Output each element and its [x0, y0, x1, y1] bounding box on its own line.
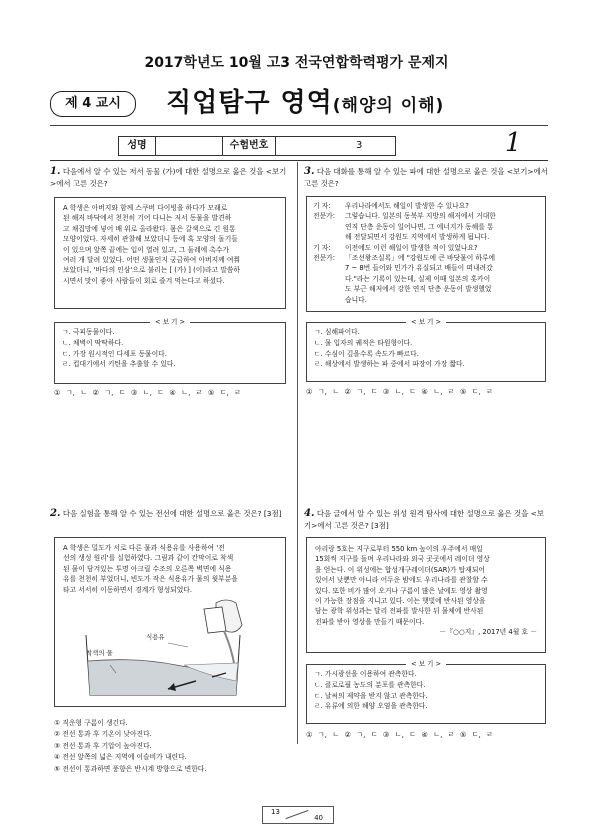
- dialogue-text: 7 ~ 8번 들어와 민가가 유실되고 배들이 떠내려갔: [345, 264, 493, 273]
- passage-line: 있다. 또한 비가 많이 오거나 구름이 많은 날에도 영상 촬영: [315, 586, 488, 595]
- passage-line: 여러 개 달려 있었다. 어떤 생물인지 궁금하여 아버지께 여쭤: [63, 256, 241, 265]
- dialogue-text: 다."라는 기록이 있는데, 실제 이때 일본의 홋카이: [345, 274, 491, 283]
- passage-source: －『○○지』, 2017년 4월 호 －: [439, 628, 537, 637]
- bogi-item: ㄱ. 가시광선을 이용하여 관측한다.: [314, 670, 417, 678]
- bogi-item: ㄷ. 가장 원시적인 다세포 동물이다.: [62, 349, 167, 358]
- bogi-item: ㄱ. 심해파이다.: [314, 328, 360, 336]
- option[interactable]: ④ 전선 앞쪽의 넓은 지역에 이슬비가 내린다.: [54, 753, 187, 762]
- page-number: 1: [505, 128, 522, 158]
- bogi-item: ㄷ. 수심이 깊을수록 속도가 빠르다.: [314, 349, 419, 358]
- name-field: [156, 137, 223, 155]
- speaker: 기 자:: [313, 243, 331, 252]
- bogi-item: ㄴ. 체벽이 딱딱하다.: [62, 338, 124, 347]
- bogi-item: ㄹ. 컵대기에서 키틴을 추출할 수 있다.: [62, 360, 176, 369]
- passage-line: 전파를 받아 영상을 만들기 때문이다.: [315, 617, 425, 626]
- option[interactable]: ① 직운형 구름이 생긴다.: [54, 719, 128, 727]
- label-oil: 식용유: [146, 633, 165, 641]
- question-1-stem: [50, 166, 290, 189]
- exam-title: 2017학년도 10월 고3 전국연합학력평가 문제지: [144, 55, 449, 71]
- passage-line: 타고 서서히 이동하면서 경계가 형성되었다.: [63, 585, 192, 594]
- exam-no-value: 3: [356, 140, 363, 151]
- passage-line: 보았더니, '바다의 인삼'으로 불리는 [ (가) ] (이)라고 말씀하: [63, 266, 240, 275]
- bogi-title: < 보 기 >: [406, 318, 446, 326]
- dialogue-text: 우리나라에서도 해일이 발생한 수 있나요?: [345, 202, 469, 210]
- dialogue-text: 연직 단층 운동이 일어나면, 그 에너지가 동해를 통: [345, 222, 494, 231]
- subject-title: [166, 82, 444, 119]
- page-current: 13: [271, 808, 280, 816]
- option[interactable]: ② 전선 통과 후 기온이 낮아진다.: [54, 730, 152, 739]
- question-4-text: 다음 글에서 알 수 있는 위성 원격 탐사에 대한 설명으로 옳은 것을 <보기>에서 고른 것은? [3점]: [304, 509, 544, 530]
- speaker: [313, 295, 345, 305]
- question-3-text: 다음 대화를 통해 알 수 있는 파에 대한 설명으로 옳은 것을 <보기>에서 고른 것은?: [304, 167, 548, 188]
- passage-line: 15회씩 지구를 돌며 우리나라와 외국 곳곳에서 레이더 영상: [315, 555, 490, 564]
- bogi-item: ㄱ. 극피동물이다.: [62, 328, 115, 336]
- speaker: [313, 232, 345, 242]
- question-3-choices[interactable]: ① ㄱ, ㄴ ② ㄱ, ㄷ ③ ㄴ, ㄷ ④ ㄴ, ㄹ ⑤ ㄷ, ㄹ: [306, 387, 494, 396]
- period-badge: 제 4 교시: [50, 91, 136, 117]
- speaker: [313, 284, 345, 294]
- label-leader: [168, 643, 188, 647]
- bogi-item: ㄹ. 해상에서 발생하는 파 중에서 파장이 가장 짧다.: [314, 360, 465, 369]
- passage-line: 고 채집망에 넣어 배 위로 올라왔다. 몸은 갈색으로 긴 원통: [63, 224, 236, 233]
- question-2-number: 2.: [50, 508, 61, 519]
- passage-line: 된 해저 바닥에서 천천히 기어 다니는 저서 동물을 발견하: [63, 214, 232, 223]
- column-divider: [297, 162, 298, 744]
- page-divider: [286, 810, 309, 819]
- speaker: [313, 274, 345, 284]
- speaker: [313, 222, 345, 232]
- dialogue-text: 도 부근 해저에서 강한 연직 단층 운동이 발생했었: [345, 285, 492, 294]
- passage-line: 담는 광학 위성과는 달리 전파를 발사한 뒤 물체에 반사된: [315, 607, 484, 616]
- passage-line: 유를 천천히 부었더니, 빈도가 작은 식용유가 물의 윗부분을: [63, 575, 238, 584]
- question-2-options: [54, 718, 290, 775]
- question-4-stem: [304, 508, 548, 531]
- bogi-item: ㄷ. 날씨의 제약을 받지 않고 관측한다.: [314, 691, 428, 700]
- passage-line: 있어서 낮뿐만 아니라 어두운 밤에도 우리나라를 관찰할 수: [315, 576, 488, 585]
- question-1-passage: [54, 197, 286, 309]
- question-4-passage: [306, 537, 546, 653]
- bogi-item: ㄴ. 물 입자의 궤적은 타원형이다.: [314, 338, 413, 347]
- question-1-choices[interactable]: ① ㄱ, ㄴ ② ㄱ, ㄷ ③ ㄴ, ㄷ ④ ㄴ, ㄹ ⑤ ㄷ, ㄹ: [54, 388, 242, 397]
- subject-paren: (해양의 이해): [332, 96, 445, 116]
- passage-line: A 학생은 밀도가 서로 다른 물과 식용유를 사용하여 '전: [63, 544, 225, 552]
- dialogue-text: 해 전달되면서 강원도 지역에서 발생하게 됩니다.: [345, 233, 490, 242]
- passage-line: 모양이었다. 자세히 관찰해 보았더니 등에 혹 모양의 돌기들: [63, 235, 238, 244]
- header-bottom-rule: [50, 160, 548, 161]
- bogi-item: ㄴ. 클로로필 농도의 분포를 관측한다.: [314, 680, 426, 689]
- passage-line: 시면서 맛이 좋아 사람들이 회로 즐겨 먹는다고 하셨다.: [63, 276, 225, 285]
- subject-main: 직업탐구 영역: [166, 88, 333, 118]
- passage-line: 이 있으며 앞쪽 끝에는 입이 열려 있고, 그 둘레에 촉수가: [63, 245, 230, 254]
- dialogue-text: 「조선왕조실록」에 "강원도에 큰 바닷물이 하루에: [345, 254, 496, 263]
- question-4-number: 4.: [304, 508, 315, 519]
- name-label: 성명: [119, 137, 156, 155]
- bogi-item: ㄹ. 유류에 의한 해양 오염을 관측한다.: [314, 702, 428, 711]
- question-3-number: 3.: [304, 166, 315, 177]
- passage-line: 을 얻는다. 이 위성에는 합성개구레이더(SAR)가 탑재되어: [315, 565, 485, 574]
- dialogue-text: 이전에도 이런 해일이 발생한 적이 있었나요?: [345, 243, 478, 252]
- passage-line: 선의 생성 원리'를 실험하였다. 그림과 같이 칸막이로 착색: [63, 554, 234, 563]
- oil-stream: [224, 631, 234, 663]
- question-2-text: 다음 실험을 통해 알 수 있는 전선에 대한 설명으로 옳은 것은? [3점]: [62, 509, 282, 518]
- question-3-bogi: [306, 318, 546, 382]
- question-1-text: 다음에서 알 수 있는 저서 동물 (가)에 대한 설명으로 옳은 것을 <보기>에서 고른 것은?: [50, 167, 287, 188]
- passage-line: 이 가능한 장점을 지니고 있다. 이는 햇빛에 반사된 영상을: [315, 597, 486, 606]
- candidate-info-bar: [118, 136, 396, 156]
- bogi-title: < 보 기 >: [406, 660, 446, 668]
- question-2-stem: [50, 508, 290, 520]
- passage-line: A 학생은 아버지와 함께 스쿠버 다이빙을 하다가 모래로: [63, 204, 228, 212]
- question-4-bogi: [306, 660, 546, 724]
- option[interactable]: ③ 전선 통과 후 기압이 높아진다.: [54, 741, 152, 750]
- dialogue-text: 그렇습니다. 일본의 동북부 지방의 해저에서 거대한: [345, 212, 496, 221]
- option[interactable]: ⑤ 전선이 통과하면 풍향은 반시계 방향으로 변한다.: [54, 764, 207, 773]
- question-3-stem: [304, 166, 548, 189]
- speaker: 기 자:: [313, 202, 331, 210]
- pouring-cup: [204, 607, 226, 633]
- page-total: 40: [314, 814, 323, 822]
- page-counter: [262, 806, 334, 824]
- question-1-bogi: [54, 318, 286, 384]
- header-rule: [50, 125, 548, 126]
- exam-no-label: 수험번호: [223, 137, 276, 155]
- passage-line: 아리랑 5호는 지구로부터 550 km 높이의 우주에서 매일: [315, 545, 483, 553]
- bogi-title: < 보 기 >: [150, 318, 190, 326]
- question-4-choices[interactable]: ① ㄱ, ㄴ ② ㄱ, ㄷ ③ ㄴ, ㄷ ④ ㄴ, ㄹ ⑤ ㄷ, ㄹ: [306, 730, 494, 739]
- dialogue-text: 습니다.: [345, 295, 367, 304]
- question-3-dialogue: [306, 196, 546, 312]
- speaker: 전문가:: [313, 212, 335, 221]
- question-1-number: 1.: [50, 166, 61, 177]
- speaker: [313, 263, 345, 273]
- passage-line: 된 물이 담겨있는 투명 아크릴 수조의 오른쪽 벽면에 식용: [63, 564, 232, 573]
- speaker: 전문가:: [313, 254, 335, 263]
- label-water: 착색의 물: [86, 649, 113, 657]
